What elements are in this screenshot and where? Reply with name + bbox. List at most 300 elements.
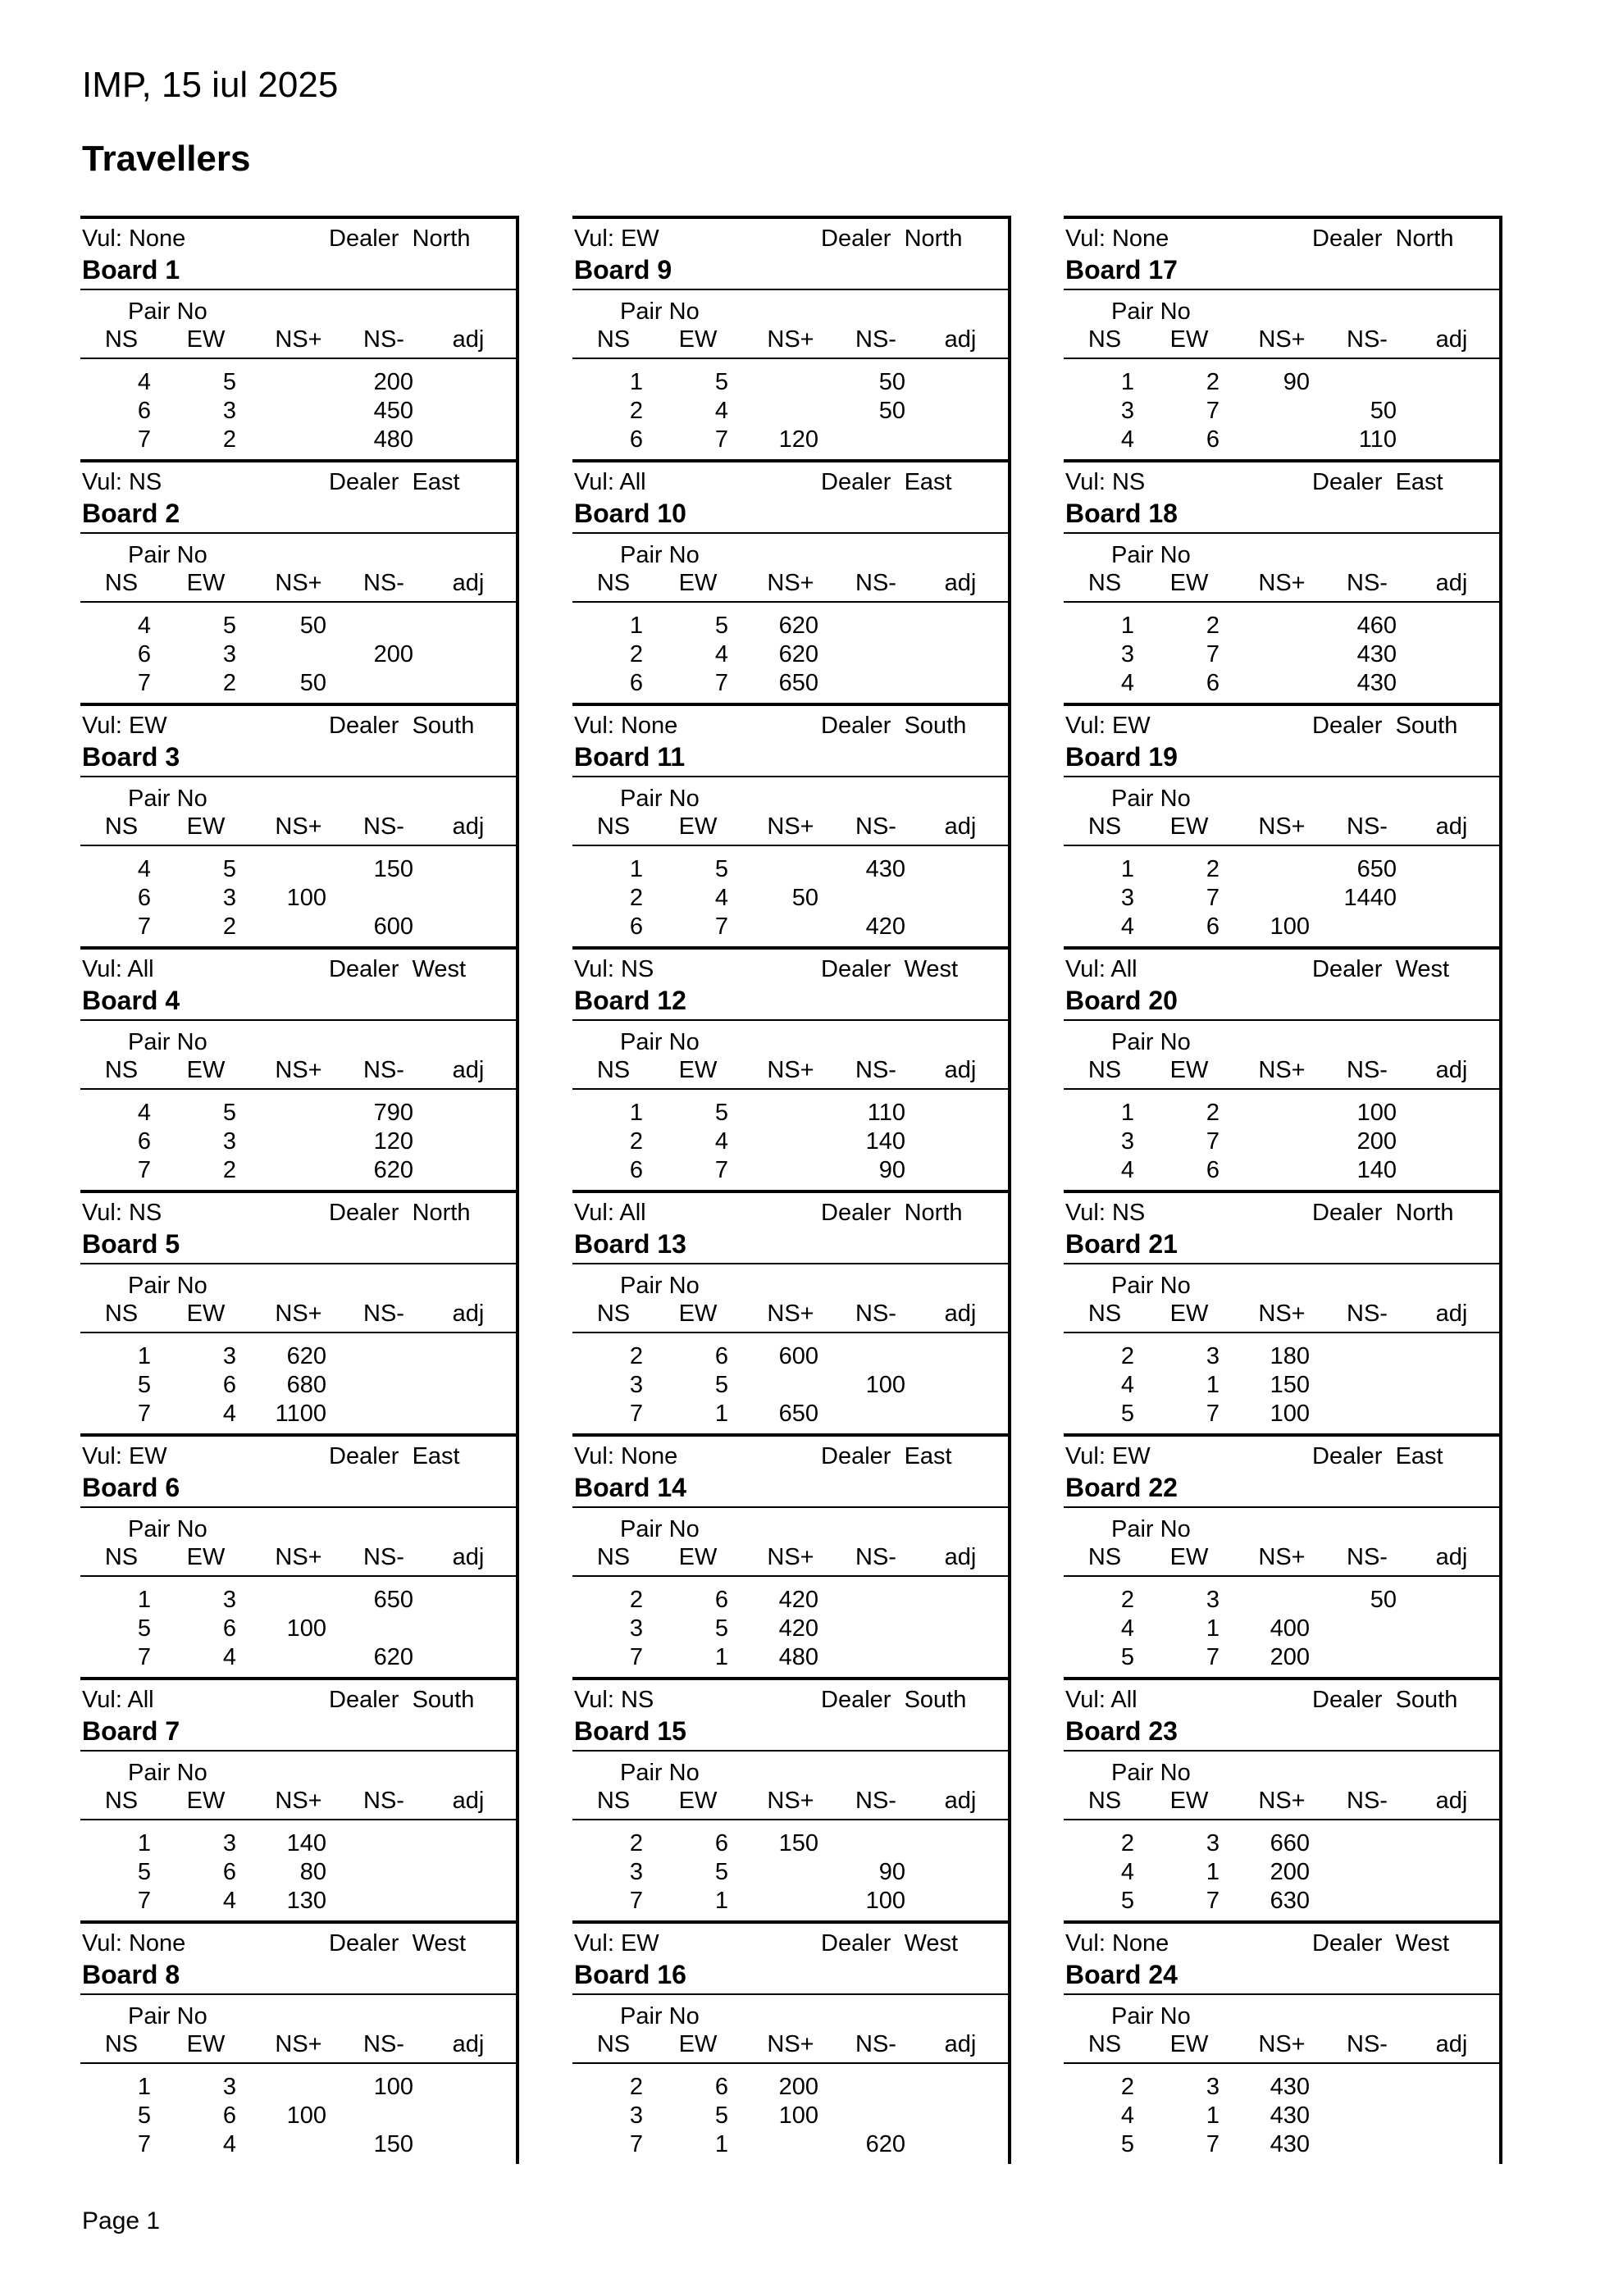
ns-minus-header: NS-: [1347, 1788, 1388, 1814]
ns-plus-cell: 630: [1270, 1888, 1310, 1914]
dealer: [329, 714, 474, 738]
vulnerability: Vul: EW: [1065, 713, 1151, 739]
ns-pair-cell: 1: [137, 1587, 151, 1613]
ns-plus-cell: 100: [1270, 1401, 1310, 1427]
dealer-direction: East: [1395, 469, 1443, 495]
ns-pair-cell: 4: [1120, 2102, 1134, 2129]
ew-pair-cell: 5: [222, 369, 236, 395]
board-traveller: [572, 946, 1011, 1190]
board-traveller: [80, 946, 519, 1190]
ew-header: EW: [1169, 1788, 1209, 1814]
ew-pair-cell: 5: [714, 1859, 728, 1885]
table-row: [80, 1374, 516, 1402]
ns-pair-cell: 2: [629, 641, 643, 667]
dealer-direction: East: [1395, 1443, 1443, 1469]
dealer-label: Dealer: [1312, 713, 1383, 739]
pair-no-header: Pair No: [620, 1273, 700, 1299]
ns-minus-header: NS-: [1347, 326, 1388, 353]
ns-pair-cell: 7: [137, 913, 151, 940]
ew-header: EW: [1169, 1301, 1209, 1327]
ns-pair-cell: 4: [1120, 913, 1134, 940]
ew-header: EW: [186, 570, 226, 596]
column-headers: [80, 777, 516, 846]
adj-header: adj: [452, 326, 485, 353]
table-row: [80, 1402, 516, 1431]
ns-minus-header: NS-: [855, 1057, 896, 1083]
pair-no-header: Pair No: [1111, 2003, 1191, 2029]
ns-header: NS: [1087, 1301, 1122, 1327]
pair-no-header: Pair No: [128, 542, 207, 568]
table-row: [1064, 1374, 1499, 1402]
dealer-label: Dealer: [821, 713, 891, 739]
ew-pair-cell: 5: [714, 1100, 728, 1126]
board-traveller: [1064, 946, 1502, 1190]
dealer-direction: South: [412, 1687, 475, 1713]
vulnerability: Vul: All: [1065, 956, 1137, 982]
ns-header: NS: [596, 1057, 631, 1083]
dealer-direction: North: [1395, 1200, 1454, 1226]
ew-pair-cell: 5: [714, 369, 728, 395]
dealer-direction: West: [1395, 956, 1450, 982]
adj-header: adj: [452, 813, 485, 840]
ns-header: NS: [104, 1788, 139, 1814]
ns-minus-cell: 140: [865, 1128, 905, 1155]
table-row: [80, 614, 516, 643]
ns-pair-cell: 7: [137, 1157, 151, 1183]
board-header: [1064, 219, 1499, 290]
ns-minus-cell: 120: [373, 1128, 413, 1155]
ns-pair-cell: 4: [1120, 670, 1134, 696]
dealer: [821, 471, 952, 494]
table-row: [1064, 1861, 1499, 1889]
ns-pair-cell: 7: [137, 1644, 151, 1670]
board-header: [80, 1680, 516, 1752]
column-headers: [1064, 534, 1499, 603]
column-headers: [80, 290, 516, 359]
ew-header: EW: [186, 326, 226, 353]
ns-pair-cell: 1: [1120, 369, 1134, 395]
ns-pair-cell: 6: [137, 398, 151, 424]
ns-plus-cell: 420: [778, 1587, 818, 1613]
ns-minus-header: NS-: [363, 2031, 404, 2057]
pair-no-header: Pair No: [620, 1760, 700, 1786]
ns-minus-header: NS-: [363, 1057, 404, 1083]
board-traveller: [80, 1190, 519, 1433]
dealer: [1312, 471, 1443, 494]
ns-minus-cell: 90: [878, 1859, 905, 1885]
column-headers: [1064, 1752, 1499, 1820]
ns-pair-cell: 2: [629, 1343, 643, 1369]
board-header: [572, 219, 1008, 290]
vulnerability: Vul: EW: [82, 1443, 167, 1469]
pair-no-header: Pair No: [620, 1029, 700, 1055]
ns-pair-cell: 1: [1120, 1100, 1134, 1126]
ns-plus-cell: 620: [286, 1343, 326, 1369]
ns-plus-header: NS+: [275, 570, 322, 596]
adj-header: adj: [452, 1301, 485, 1327]
dealer: [1312, 227, 1453, 251]
ns-header: NS: [596, 1301, 631, 1327]
ns-plus-cell: 430: [1270, 2102, 1310, 2129]
ns-minus-cell: 650: [373, 1587, 413, 1613]
pair-no-header: Pair No: [128, 1273, 207, 1299]
ns-plus-header: NS+: [767, 1544, 814, 1570]
column-headers: [1064, 1508, 1499, 1577]
table-row: [80, 1588, 516, 1617]
vulnerability: Vul: None: [82, 1930, 186, 1957]
ns-pair-cell: 4: [1120, 1615, 1134, 1642]
table-row: [572, 1646, 1008, 1674]
ns-minus-cell: 620: [373, 1157, 413, 1183]
dealer-label: Dealer: [821, 226, 891, 252]
ew-pair-cell: 4: [714, 641, 728, 667]
ns-pair-cell: 7: [629, 1888, 643, 1914]
board-header: [80, 1437, 516, 1508]
ns-header: NS: [1087, 2031, 1122, 2057]
ew-pair-cell: 3: [222, 885, 236, 911]
pair-no-header: Pair No: [1111, 1760, 1191, 1786]
adj-header: adj: [1435, 1544, 1468, 1570]
ew-pair-cell: 3: [222, 641, 236, 667]
dealer: [821, 714, 966, 738]
board-traveller: [1064, 1190, 1502, 1433]
table-row: [80, 1101, 516, 1130]
table-row: [572, 1832, 1008, 1861]
ns-header: NS: [104, 1057, 139, 1083]
pair-no-header: Pair No: [1111, 298, 1191, 325]
ns-pair-cell: 3: [629, 1615, 643, 1642]
dealer-label: Dealer: [1312, 1687, 1383, 1713]
dealer: [1312, 714, 1457, 738]
ns-pair-cell: 2: [629, 885, 643, 911]
ns-plus-header: NS+: [767, 1057, 814, 1083]
ew-pair-cell: 7: [1206, 1644, 1220, 1670]
ns-pair-cell: 7: [137, 426, 151, 453]
ew-pair-cell: 2: [1206, 369, 1220, 395]
dealer-direction: South: [904, 1687, 967, 1713]
table-row: [572, 1588, 1008, 1617]
result-rows: [1064, 1333, 1499, 1431]
result-rows: [572, 1333, 1008, 1431]
ns-pair-cell: 4: [1120, 1859, 1134, 1885]
ew-header: EW: [678, 2031, 718, 2057]
ew-pair-cell: 3: [1206, 1830, 1220, 1856]
vulnerability: Vul: NS: [82, 1200, 162, 1226]
ns-pair-cell: 1: [137, 1830, 151, 1856]
table-row: [80, 2133, 516, 2162]
column-headers: [572, 534, 1008, 603]
pair-no-header: Pair No: [128, 2003, 207, 2029]
result-rows: [80, 1577, 516, 1674]
table-row: [572, 1101, 1008, 1130]
ew-pair-cell: 2: [1206, 1100, 1220, 1126]
board-number: Board 20: [1065, 986, 1178, 1015]
ns-pair-cell: 4: [1120, 1372, 1134, 1398]
ew-pair-cell: 6: [1206, 913, 1220, 940]
board-number: Board 15: [574, 1716, 686, 1746]
page-number: Page 1: [82, 2207, 161, 2234]
ns-pair-cell: 3: [629, 1859, 643, 1885]
ns-plus-header: NS+: [767, 1301, 814, 1327]
table-row: [1064, 1402, 1499, 1431]
dealer-label: Dealer: [821, 1200, 891, 1226]
ns-pair-cell: 5: [1120, 1644, 1134, 1670]
table-row: [80, 2104, 516, 2133]
ns-minus-cell: 110: [867, 1100, 905, 1126]
ns-pair-cell: 6: [629, 1157, 643, 1183]
adj-header: adj: [452, 2031, 485, 2057]
ns-minus-cell: 100: [865, 1372, 905, 1398]
vulnerability: Vul: None: [1065, 1930, 1169, 1957]
ns-header: NS: [596, 570, 631, 596]
result-rows: [572, 1577, 1008, 1674]
ew-pair-cell: 1: [1206, 2102, 1220, 2129]
ew-header: EW: [186, 1544, 226, 1570]
ns-plus-cell: 90: [1283, 369, 1310, 395]
ns-header: NS: [104, 813, 139, 840]
ns-minus-header: NS-: [855, 1301, 896, 1327]
ns-minus-cell: 620: [373, 1644, 413, 1670]
dealer-direction: West: [904, 956, 959, 982]
board-number: Board 24: [1065, 1960, 1178, 1989]
ns-minus-cell: 150: [373, 856, 413, 882]
ns-plus-header: NS+: [1258, 1057, 1306, 1083]
board-number: Board 5: [82, 1229, 180, 1259]
vulnerability: Vul: All: [574, 469, 646, 495]
result-rows: [80, 359, 516, 457]
ns-pair-cell: 1: [629, 613, 643, 639]
result-rows: [1064, 359, 1499, 457]
adj-header: adj: [452, 1788, 485, 1814]
ns-minus-header: NS-: [855, 1544, 896, 1570]
ns-minus-cell: 50: [878, 398, 905, 424]
ew-pair-cell: 4: [222, 1644, 236, 1670]
ew-header: EW: [186, 2031, 226, 2057]
table-row: [572, 614, 1008, 643]
dealer-label: Dealer: [821, 1443, 891, 1469]
ns-pair-cell: 2: [629, 1587, 643, 1613]
ew-pair-cell: 4: [714, 885, 728, 911]
result-rows: [1064, 846, 1499, 944]
ns-pair-cell: 3: [1120, 641, 1134, 667]
board-traveller: [572, 1433, 1011, 1677]
ew-header: EW: [1169, 2031, 1209, 2057]
ew-pair-cell: 5: [714, 1372, 728, 1398]
table-row: [572, 1617, 1008, 1646]
ns-plus-cell: 140: [286, 1830, 326, 1856]
ns-header: NS: [1087, 570, 1122, 596]
table-row: [572, 1861, 1008, 1889]
ns-pair-cell: 5: [137, 2102, 151, 2129]
dealer-label: Dealer: [1312, 956, 1383, 982]
table-row: [1064, 915, 1499, 944]
ns-pair-cell: 7: [137, 1401, 151, 1427]
adj-header: adj: [944, 326, 977, 353]
ew-pair-cell: 5: [714, 1615, 728, 1642]
table-row: [1064, 2133, 1499, 2162]
dealer: [1312, 1201, 1453, 1225]
board-traveller: [572, 1190, 1011, 1433]
table-row: [572, 1402, 1008, 1431]
table-row: [1064, 428, 1499, 457]
table-row: [80, 1889, 516, 1918]
ew-header: EW: [678, 1057, 718, 1083]
pair-no-header: Pair No: [1111, 1516, 1191, 1542]
ew-pair-cell: 7: [714, 1157, 728, 1183]
board-header: [1064, 1924, 1499, 1995]
adj-header: adj: [452, 570, 485, 596]
dealer-label: Dealer: [329, 226, 399, 252]
ew-pair-cell: 1: [714, 1401, 728, 1427]
dealer-direction: East: [412, 469, 460, 495]
dealer: [821, 958, 958, 982]
ns-minus-header: NS-: [855, 326, 896, 353]
ns-minus-cell: 450: [373, 398, 413, 424]
ew-header: EW: [186, 1301, 226, 1327]
pair-no-header: Pair No: [1111, 1273, 1191, 1299]
table-row: [80, 2075, 516, 2104]
ew-header: EW: [1169, 813, 1209, 840]
ns-plus-cell: 100: [286, 2102, 326, 2129]
dealer: [821, 1201, 962, 1225]
ns-pair-cell: 2: [1120, 1830, 1134, 1856]
ns-header: NS: [104, 2031, 139, 2057]
board-traveller: [1064, 703, 1502, 946]
ew-pair-cell: 7: [1206, 641, 1220, 667]
dealer-direction: West: [1395, 1930, 1450, 1957]
ns-minus-cell: 50: [1370, 398, 1397, 424]
vulnerability: Vul: All: [82, 956, 154, 982]
ns-header: NS: [1087, 326, 1122, 353]
ew-header: EW: [1169, 326, 1209, 353]
ew-pair-cell: 3: [222, 1587, 236, 1613]
board-number: Board 7: [82, 1716, 180, 1746]
vulnerability: Vul: All: [1065, 1687, 1137, 1713]
ns-header: NS: [596, 1788, 631, 1814]
ns-plus-header: NS+: [767, 326, 814, 353]
board-number: Board 13: [574, 1229, 686, 1259]
table-row: [80, 1832, 516, 1861]
dealer-label: Dealer: [329, 469, 399, 495]
ns-plus-header: NS+: [1258, 1544, 1306, 1570]
ns-pair-cell: 3: [1120, 398, 1134, 424]
ns-plus-cell: 130: [286, 1888, 326, 1914]
ns-plus-header: NS+: [275, 1544, 322, 1570]
ns-pair-cell: 1: [1120, 856, 1134, 882]
dealer-direction: North: [412, 1200, 471, 1226]
table-row: [572, 1889, 1008, 1918]
ns-pair-cell: 6: [137, 885, 151, 911]
ns-plus-header: NS+: [275, 1057, 322, 1083]
dealer-label: Dealer: [1312, 1200, 1383, 1226]
ew-pair-cell: 5: [714, 613, 728, 639]
section-title: Travellers: [82, 139, 251, 179]
dealer: [329, 471, 460, 494]
ew-pair-cell: 3: [222, 2074, 236, 2100]
board-header: [80, 1924, 516, 1995]
ew-pair-cell: 6: [1206, 426, 1220, 453]
board-header: [572, 1193, 1008, 1264]
ns-pair-cell: 5: [1120, 1401, 1134, 1427]
ew-pair-cell: 6: [1206, 670, 1220, 696]
ns-pair-cell: 4: [1120, 1157, 1134, 1183]
ns-plus-cell: 100: [286, 885, 326, 911]
board-header: [572, 706, 1008, 777]
vulnerability: Vul: None: [82, 226, 186, 252]
ew-header: EW: [1169, 570, 1209, 596]
ns-minus-cell: 600: [373, 913, 413, 940]
ew-pair-cell: 6: [714, 1587, 728, 1613]
table-row: [80, 915, 516, 944]
ns-minus-cell: 110: [1358, 426, 1397, 453]
dealer-label: Dealer: [821, 1930, 891, 1957]
ns-plus-cell: 430: [1270, 2074, 1310, 2100]
ns-pair-cell: 5: [1120, 1888, 1134, 1914]
ns-plus-header: NS+: [275, 1301, 322, 1327]
column-headers: [80, 1508, 516, 1577]
board-number: Board 8: [82, 1960, 180, 1989]
ns-minus-cell: 650: [1356, 856, 1397, 882]
dealer-direction: North: [1395, 226, 1454, 252]
board-traveller: [80, 216, 519, 459]
ns-minus-header: NS-: [1347, 813, 1388, 840]
pair-no-header: Pair No: [620, 1516, 700, 1542]
pair-no-header: Pair No: [620, 542, 700, 568]
ew-header: EW: [186, 1788, 226, 1814]
ns-plus-header: NS+: [1258, 813, 1306, 840]
board-header: [572, 1437, 1008, 1508]
ns-plus-header: NS+: [275, 326, 322, 353]
ns-plus-header: NS+: [1258, 570, 1306, 596]
adj-header: adj: [944, 2031, 977, 2057]
ns-plus-header: NS+: [275, 1788, 322, 1814]
ns-plus-cell: 150: [1270, 1372, 1310, 1398]
ns-pair-cell: 4: [1120, 426, 1134, 453]
ew-pair-cell: 6: [714, 2074, 728, 2100]
ns-pair-cell: 4: [137, 1100, 151, 1126]
ns-minus-cell: 50: [1370, 1587, 1397, 1613]
column-headers: [1064, 1021, 1499, 1090]
ns-pair-cell: 7: [137, 1888, 151, 1914]
ns-pair-cell: 1: [137, 1343, 151, 1369]
ns-pair-cell: 7: [137, 2131, 151, 2157]
board-traveller: [80, 1920, 519, 2164]
board-traveller: [572, 1677, 1011, 1920]
ns-minus-cell: 150: [373, 2131, 413, 2157]
ns-plus-cell: 620: [778, 613, 818, 639]
ew-pair-cell: 4: [222, 2131, 236, 2157]
ew-pair-cell: 5: [714, 2102, 728, 2129]
ew-header: EW: [678, 1788, 718, 1814]
adj-header: adj: [1435, 1788, 1468, 1814]
ew-pair-cell: 7: [1206, 1401, 1220, 1427]
ns-plus-cell: 600: [778, 1343, 818, 1369]
ew-pair-cell: 1: [714, 1644, 728, 1670]
pair-no-header: Pair No: [1111, 1029, 1191, 1055]
ns-minus-cell: 430: [1356, 670, 1397, 696]
board-number: Board 18: [1065, 499, 1178, 528]
ns-plus-cell: 80: [299, 1859, 326, 1885]
ew-pair-cell: 6: [222, 1372, 236, 1398]
adj-header: adj: [1435, 326, 1468, 353]
vulnerability: Vul: EW: [574, 226, 659, 252]
ns-pair-cell: 2: [1120, 1343, 1134, 1369]
board-header: [572, 462, 1008, 534]
ew-pair-cell: 3: [1206, 1343, 1220, 1369]
board-number: Board 2: [82, 499, 180, 528]
ns-header: NS: [596, 2031, 631, 2057]
adj-header: adj: [1435, 570, 1468, 596]
